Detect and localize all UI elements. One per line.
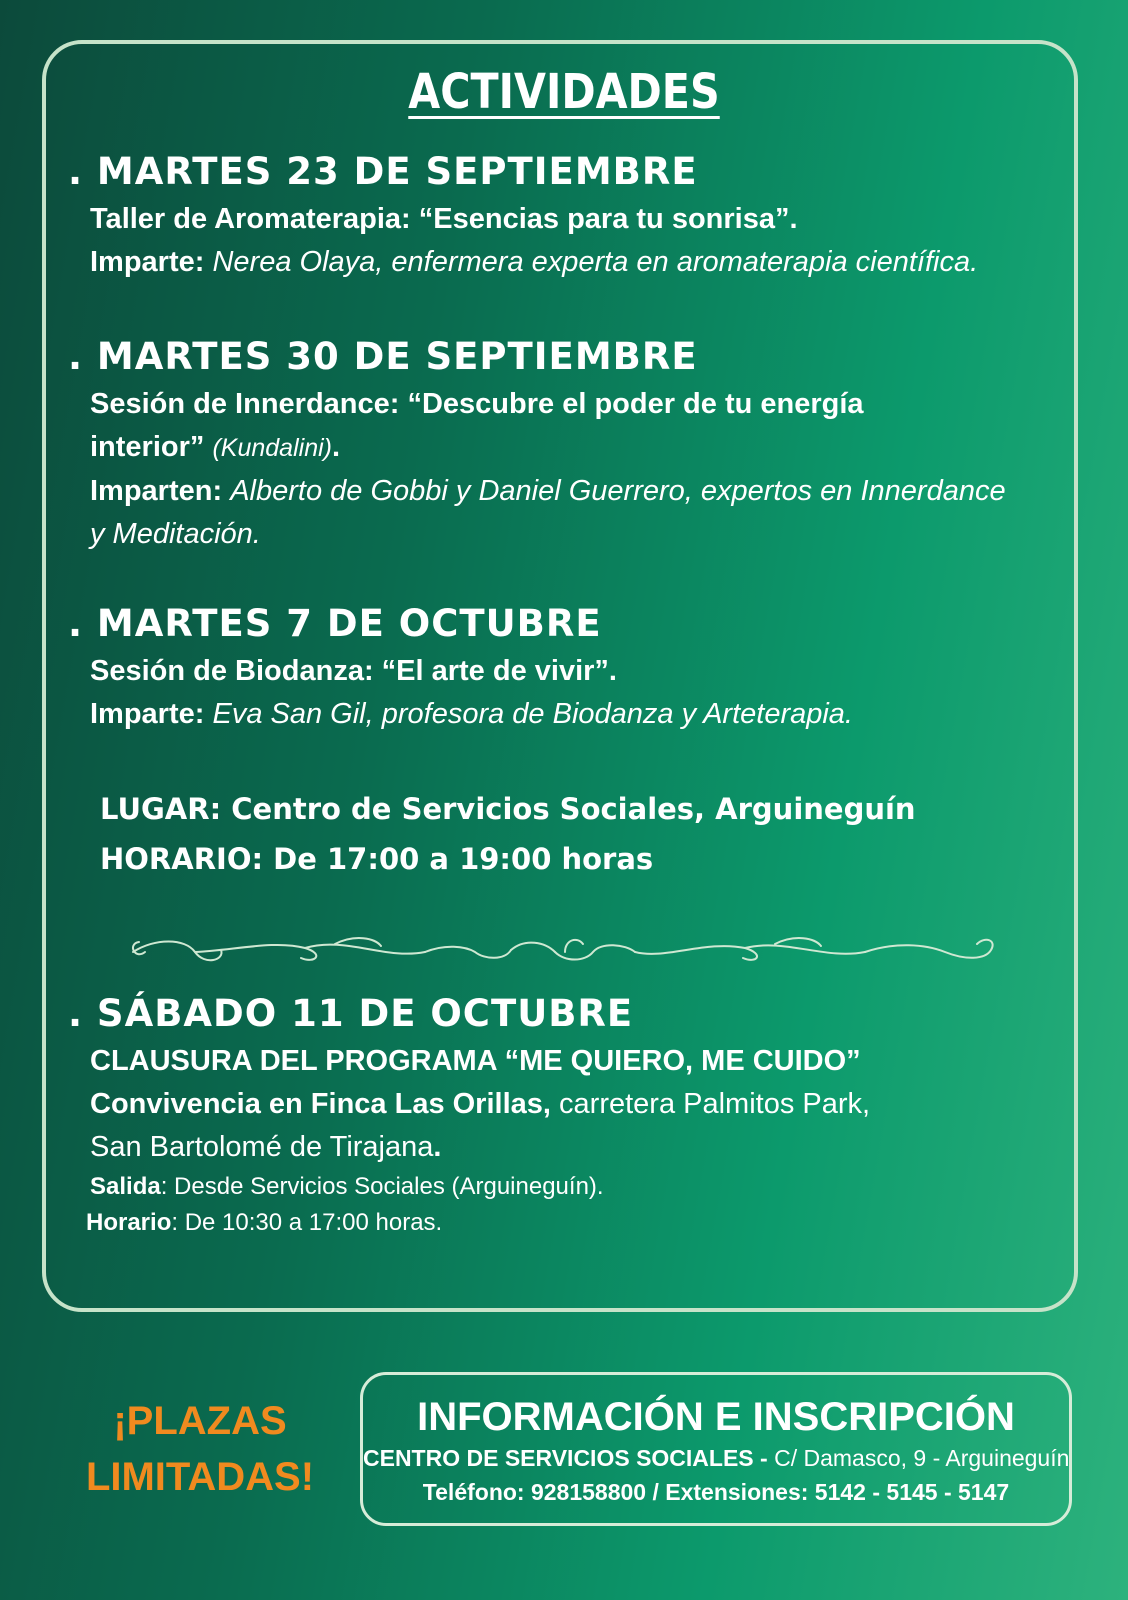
program-closing: CLAUSURA DEL PROGRAMA “ME QUIERO, ME CUIDO” [90,1045,861,1077]
info-phone: Teléfono: 928158800 / Extensiones: 5142 - 5145 - 5147 [422,1479,1010,1505]
ornament-divider [125,930,1005,974]
venue-town: San Bartolomé de Tirajana [90,1131,434,1163]
limited-line-1: ¡PLAZAS [113,1399,287,1443]
event-activity: Sesión de Biodanza: “El arte de vivir”. [90,655,617,687]
place-info: LUGAR: Centro de Servicios Sociales, Arguineguín [100,792,916,826]
venue-rest: carretera Palmitos Park, [559,1088,871,1120]
instructor-text: Alberto de Gobbi y Daniel Guerrero, expertos en Innerdance [230,475,1006,507]
activity-end: . [331,431,341,463]
activity-line-2: interior” [90,431,205,463]
closing-event [68,992,1028,1241]
venue-line [68,1083,1028,1126]
venue-bold: Convivencia en Finca Las Orillas, [90,1088,551,1120]
info-title: INFORMACIÓN E INSCRIPCIÓN [417,1395,1015,1439]
event-activity-cont [68,426,1028,470]
limited-places-notice [70,1393,330,1505]
departure-label: Salida [90,1173,161,1200]
event-date: . MARTES 7 DE OCTUBRE [68,602,602,645]
event-date: . MARTES 30 DE SEPTIEMBRE [68,335,698,378]
info-center: CENTRO DE SERVICIOS SOCIALES - [363,1445,768,1471]
schedule-info: HORARIO: De 17:00 a 19:00 horas [100,842,654,876]
event-date: . SÁBADO 11 DE OCTUBRE [68,992,634,1035]
event-date: . MARTES 23 DE SEPTIEMBRE [68,150,698,193]
event-item [68,150,1028,284]
instructor-text-cont: y Meditación. [90,518,261,550]
instructor-text: Nerea Olaya, enfermera experta en aromaterapia científica. [212,246,979,278]
info-address [363,1441,1069,1475]
event-item [68,335,1028,556]
event-instructor [68,693,1028,736]
info-street: C/ Damasco, 9 - Arguineguín [774,1445,1070,1471]
departure-text: : Desde Servicios Sociales (Arguineguín). [160,1173,604,1200]
instructor-label: Imparte: [90,698,205,730]
limited-line-2: LIMITADAS! [85,1455,315,1499]
hours-line [68,1205,1028,1241]
contact-info-box [360,1372,1072,1526]
venue-line-2 [68,1126,1028,1169]
activity-note: (Kundalini) [212,434,332,462]
event-activity: Sesión de Innerdance: “Descubre el poder de tu energía [90,388,864,420]
event-instructor [68,470,1028,513]
departure-line [68,1169,1028,1205]
instructor-text: Eva San Gil, profesora de Biodanza y Arteterapia. [212,698,853,730]
event-activity: Taller de Aromaterapia: “Esencias para tu sonrisa”. [90,203,798,235]
venue-end: . [433,1131,442,1163]
event-item [68,602,1028,736]
event-instructor [68,241,1028,284]
hours-label: Horario [86,1209,172,1236]
hours-text: : De 10:30 a 17:00 horas. [171,1209,443,1236]
instructor-label: Imparte: [90,246,205,278]
instructor-label: Imparten: [90,475,223,507]
page-title: ACTIVIDADES [408,64,720,120]
